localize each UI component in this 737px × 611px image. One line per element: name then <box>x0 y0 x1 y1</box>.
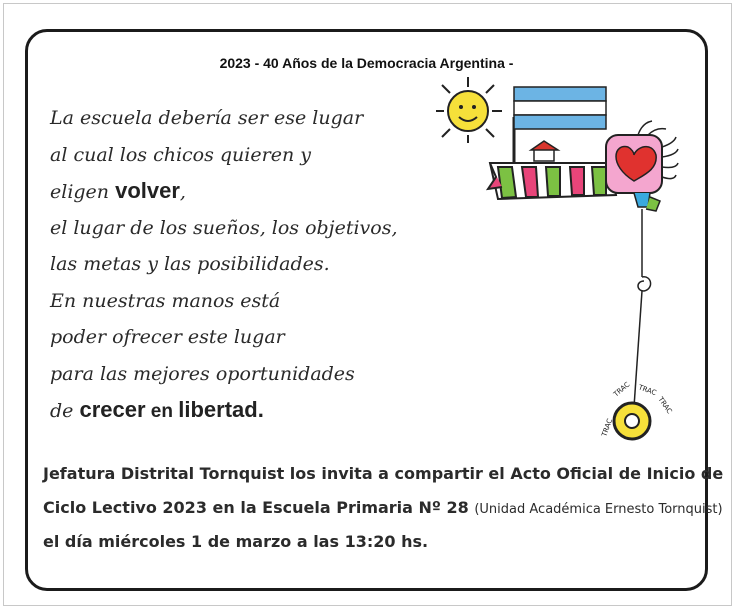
poem-text: eligen <box>50 181 116 203</box>
invitation-school: Ciclo Lectivo 2023 en la Escuela Primaria Nº 28 <box>43 498 475 517</box>
poem <box>50 100 430 429</box>
invitation-line-2 <box>43 491 723 525</box>
invitation-unit: (Unidad Académica Ernesto Tornquist) <box>474 502 723 517</box>
page-title: 2023 - 40 Años de la Democracia Argentina - <box>219 55 514 71</box>
invitation-card <box>25 29 724 591</box>
poem-line-9 <box>50 392 430 429</box>
poem-emphasis-en: en <box>145 401 179 422</box>
invitation-line-1: Jefatura Distrital Tornquist los invita a compartir el Acto Oficial de Inicio de <box>43 464 724 483</box>
poem-line-5: las metas y las posibilidades. <box>50 253 330 275</box>
poem-line-1: La escuela debería ser ese lugar <box>50 107 364 129</box>
svg-text:TRAC: TRAC <box>656 395 674 416</box>
poem-line-3 <box>50 173 430 210</box>
poem-line-7: poder ofrecer este lugar <box>50 326 285 348</box>
poem-line-4: el lugar de los sueños, los objetivos, <box>50 216 398 239</box>
bird-body <box>488 163 616 199</box>
svg-text:TRAC: TRAC <box>637 383 658 398</box>
poem-emphasis-crecer: crecer <box>79 397 146 422</box>
invitation-text <box>43 457 724 559</box>
heart-icon <box>606 121 678 211</box>
poem-line-8: para las mejores oportunidades <box>50 362 355 385</box>
house-icon <box>531 141 558 161</box>
invitation-line-3: el día miércoles 1 de marzo a las 13:20 hs. <box>43 532 429 551</box>
yoyo-icon <box>614 403 650 439</box>
sun-icon <box>436 77 502 143</box>
poem-emphasis-volver: volver <box>115 178 180 203</box>
poem-line-6: En nuestras manos está <box>50 289 281 312</box>
yoyo-string <box>634 209 651 407</box>
svg-text:TRAC: TRAC <box>600 417 615 438</box>
poem-text: de <box>50 400 80 422</box>
poem-emphasis-libertad: libertad. <box>178 397 264 422</box>
poem-text: , <box>179 181 186 203</box>
poem-line-2: al cual los chicos quieren y <box>50 143 311 166</box>
school-bird-illustration <box>438 77 678 438</box>
svg-text:TRAC: TRAC <box>612 380 632 399</box>
